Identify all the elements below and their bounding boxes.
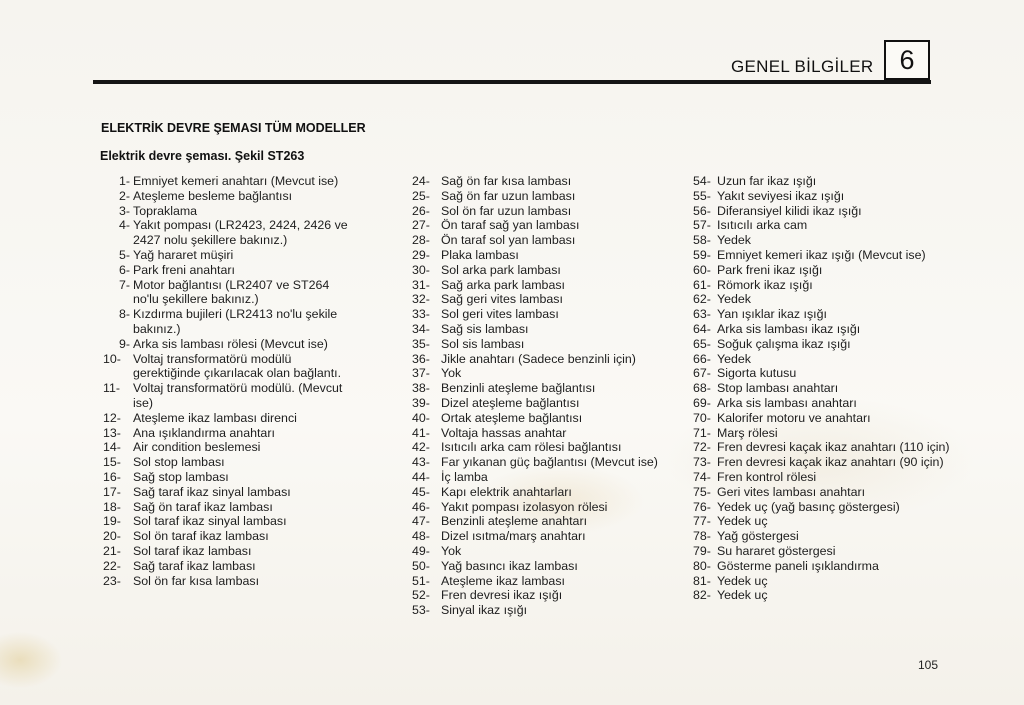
- legend-item-number: 80-: [693, 558, 711, 573]
- legend-item-number: 73-: [693, 455, 711, 470]
- legend-item: [412, 455, 662, 470]
- legend-item-text: Yedek uç: [717, 588, 768, 603]
- legend-item: [113, 248, 358, 263]
- legend-item: [693, 381, 953, 396]
- legend-item-number: 42-: [412, 440, 430, 455]
- legend-item: [693, 485, 953, 500]
- legend-item-text: Park freni anahtarı: [133, 262, 235, 277]
- legend-item-number: 23-: [103, 573, 121, 588]
- legend-item-text: Yedek uç (yağ basınç göstergesi): [717, 499, 900, 514]
- legend-item-number: 22-: [103, 558, 121, 573]
- legend-item: [693, 411, 953, 426]
- legend-item: [693, 455, 953, 470]
- legend-item: [412, 529, 662, 544]
- legend-item-number: 62-: [693, 292, 711, 307]
- legend-item-number: 20-: [103, 529, 121, 544]
- legend-item-text: Ana ışıklandırma anahtarı: [133, 425, 275, 440]
- legend-item-text: Yok: [441, 366, 462, 381]
- legend-item: [693, 233, 953, 248]
- legend-item-number: 59-: [693, 247, 711, 262]
- legend-item-number: 49-: [412, 543, 430, 558]
- legend-item-number: 77-: [693, 514, 711, 529]
- legend-item: [693, 440, 953, 455]
- legend-item-number: 26-: [412, 203, 430, 218]
- legend-item-number: 43-: [412, 455, 430, 470]
- legend-item-text: Sağ sis lambası: [441, 321, 529, 336]
- legend-item-number: 24-: [412, 174, 430, 188]
- legend-item-number: 36-: [412, 351, 430, 366]
- legend-item-number: 44-: [412, 469, 430, 484]
- legend-item: [693, 514, 953, 529]
- legend-item: [693, 426, 953, 441]
- legend-item-number: 10-: [103, 351, 121, 366]
- legend-item: [693, 204, 953, 219]
- legend-item: [693, 588, 953, 603]
- legend-item-number: 72-: [693, 440, 711, 455]
- legend-item-text: Sigorta kutusu: [717, 366, 797, 381]
- legend-item: [412, 396, 662, 411]
- legend-item-number: 28-: [412, 233, 430, 248]
- legend-item-number: 27-: [412, 218, 430, 233]
- legend-item-number: 50-: [412, 558, 430, 573]
- legend-item-text: Jikle anahtarı (Sadece benzinli için): [441, 351, 636, 366]
- section-header-title: GENEL BİLGİLER: [731, 57, 874, 76]
- legend-item-text: Ateşleme ikaz lambası direnci: [133, 410, 297, 425]
- legend-item-text: Sol sis lambası: [441, 336, 525, 351]
- legend-item-number: 5-: [118, 247, 130, 262]
- section-title: ELEKTRİK DEVRE ŞEMASI TÜM MODELLER: [101, 121, 366, 135]
- legend-item-number: 54-: [693, 174, 711, 188]
- legend-item-text: Voltaj transformatörü modülü. (Mevcut ise): [133, 381, 343, 410]
- legend-item-number: 31-: [412, 277, 430, 292]
- legend-item: [693, 322, 953, 337]
- legend-item-text: Sağ taraf ikaz sinyal lambası: [133, 484, 291, 499]
- legend-item-number: 11-: [103, 381, 120, 396]
- legend-item-text: Ön taraf sağ yan lambası: [441, 218, 580, 233]
- legend-item-text: Sağ ön far uzun lambası: [441, 188, 576, 203]
- legend-item-text: Arka sis lambası anahtarı: [717, 395, 857, 410]
- legend-item-number: 2-: [118, 188, 130, 203]
- legend-item-text: Diferansiyel kilidi ikaz ışığı: [717, 203, 862, 218]
- legend-item-text: Geri vites lambası anahtarı: [717, 484, 866, 499]
- legend-item-text: Yakıt pompası izolasyon rölesi: [441, 499, 608, 514]
- legend-item: [693, 263, 953, 278]
- legend-item: [412, 248, 662, 263]
- legend-item-text: Fren kontrol rölesi: [717, 469, 817, 484]
- legend-item-number: 52-: [412, 588, 430, 603]
- legend-item: [412, 278, 662, 293]
- legend-item: [412, 204, 662, 219]
- legend-item: [412, 470, 662, 485]
- legend-item-number: 78-: [693, 529, 711, 544]
- legend-item: [412, 366, 662, 381]
- legend-item: [693, 544, 953, 559]
- legend-item-text: Sinyal ikaz ışığı: [441, 603, 528, 618]
- legend-item-text: Plaka lambası: [441, 247, 519, 262]
- legend-item: [412, 559, 662, 574]
- legend-item: [412, 574, 662, 589]
- legend-item: [103, 381, 358, 411]
- legend-item-number: 63-: [693, 307, 711, 322]
- legend-item-number: 40-: [412, 410, 430, 425]
- legend-item-text: Yağ göstergesi: [717, 529, 799, 544]
- legend-item: [412, 337, 662, 352]
- legend-item: [412, 263, 662, 278]
- legend-item-number: 35-: [412, 336, 430, 351]
- legend-item-number: 16-: [103, 469, 121, 484]
- legend-item-text: Isıtıcılı arka cam rölesi bağlantısı: [441, 440, 622, 455]
- legend-item-number: 12-: [103, 410, 121, 425]
- legend-item: [412, 544, 662, 559]
- legend-item-text: Ön taraf sol yan lambası: [441, 233, 576, 248]
- legend-item: [103, 484, 358, 500]
- legend-item: [412, 411, 662, 426]
- legend-item-text: Far yıkanan güç bağlantısı (Mevcut ise): [441, 455, 658, 470]
- legend-item-number: 64-: [693, 321, 711, 336]
- legend-item: [412, 189, 662, 204]
- legend-item-number: 48-: [412, 529, 430, 544]
- legend-item-number: 67-: [693, 366, 711, 381]
- legend-item-number: 7-: [118, 277, 130, 292]
- legend-item-text: Emniyet kemeri anahtarı (Mevcut ise): [133, 174, 339, 188]
- legend-item-number: 70-: [693, 410, 711, 425]
- legend-item: [693, 174, 953, 189]
- legend-item: [693, 337, 953, 352]
- legend-item-text: Sol stop lambası: [133, 455, 225, 470]
- legend-item-number: 29-: [412, 247, 430, 262]
- legend-column-3: [693, 174, 953, 603]
- legend-item-text: Sağ taraf ikaz lambası: [133, 558, 256, 573]
- legend-item-text: Sol ön far uzun lambası: [441, 203, 572, 218]
- legend-item: [412, 352, 662, 367]
- legend-column-2: [412, 174, 662, 618]
- legend-item: [103, 573, 358, 589]
- legend-item: [113, 218, 358, 248]
- legend-item: [412, 233, 662, 248]
- legend-item-text: Benzinli ateşleme bağlantısı: [441, 381, 596, 396]
- legend-item-text: Sağ ön far kısa lambası: [441, 174, 572, 188]
- legend-item: [693, 189, 953, 204]
- legend-item-number: 46-: [412, 499, 430, 514]
- legend-item-number: 4-: [118, 218, 130, 233]
- legend-item-text: Sağ ön taraf ikaz lambası: [133, 499, 273, 514]
- legend-item-number: 38-: [412, 381, 430, 396]
- legend-item-text: Isıtıcılı arka cam: [717, 218, 808, 233]
- legend-item: [113, 337, 358, 352]
- legend-item: [113, 307, 358, 337]
- legend-item-text: Sol geri vites lambası: [441, 307, 559, 322]
- legend-item: [412, 322, 662, 337]
- legend-item: [412, 514, 662, 529]
- legend-item: [103, 425, 358, 441]
- legend-item-text: Sol ön far kısa lambası: [133, 573, 260, 588]
- legend-item: [693, 559, 953, 574]
- legend-item-number: 32-: [412, 292, 430, 307]
- legend-item-text: Voltaja hassas anahtar: [441, 425, 567, 440]
- legend-item-number: 65-: [693, 336, 711, 351]
- legend-item-text: Yakıt seviyesi ikaz ışığı: [717, 188, 845, 203]
- legend-item: [412, 603, 662, 618]
- legend-item-text: Yok: [441, 543, 462, 558]
- legend-item-text: Ateşleme ikaz lambası: [441, 573, 565, 588]
- legend-item: [693, 366, 953, 381]
- legend-item-text: Yakıt pompası (LR2423, 2424, 2426 ve 2427 nolu şekillere bakınız.): [133, 218, 348, 248]
- legend-item: [412, 381, 662, 396]
- legend-item-number: 25-: [412, 188, 430, 203]
- legend-item-number: 30-: [412, 262, 430, 277]
- legend-item-number: 60-: [693, 262, 711, 277]
- legend-item-number: 75-: [693, 484, 711, 499]
- legend-item-text: Sol arka park lambası: [441, 262, 561, 277]
- legend-item-number: 14-: [103, 440, 121, 455]
- legend-item-text: Benzinli ateşleme anahtarı: [441, 514, 588, 529]
- legend-item-text: Dizel ısıtma/marş anahtarı: [441, 529, 586, 544]
- legend-item-text: Kalorifer motoru ve anahtarı: [717, 410, 871, 425]
- legend-item-number: 82-: [693, 588, 711, 603]
- legend-item: [693, 396, 953, 411]
- legend-item: [103, 455, 358, 470]
- legend-item: [103, 514, 358, 529]
- legend-column-1: [103, 174, 358, 588]
- figure-subtitle: Elektrik devre şeması. Şekil ST263: [100, 149, 305, 163]
- legend-item-number: 13-: [103, 425, 121, 440]
- legend-item-text: Air condition beslemesi: [133, 440, 261, 455]
- legend-item: [693, 278, 953, 293]
- legend-item: [412, 588, 662, 603]
- legend-item-text: Marş rölesi: [717, 425, 778, 440]
- legend-item: [412, 218, 662, 233]
- header-rule: [93, 80, 931, 84]
- legend-item: [693, 470, 953, 485]
- legend-item-number: 57-: [693, 218, 711, 233]
- legend-item-text: Emniyet kemeri ikaz ışığı (Mevcut ise): [717, 247, 926, 262]
- legend-item-number: 41-: [412, 425, 430, 440]
- legend-item-text: Yedek: [717, 292, 751, 307]
- legend-item-text: Yedek uç: [717, 573, 768, 588]
- legend-item: [412, 485, 662, 500]
- legend-item-number: 19-: [103, 514, 121, 529]
- legend-item: [103, 499, 358, 515]
- legend-item-number: 79-: [693, 543, 711, 558]
- legend-item: [412, 292, 662, 307]
- legend-item-text: Fren devresi kaçak ikaz anahtarı (110 için): [717, 440, 950, 455]
- legend-item: [113, 204, 358, 219]
- legend-item-text: Sol taraf ikaz sinyal lambası: [133, 514, 287, 529]
- legend-item-text: Sol ön taraf ikaz lambası: [133, 529, 269, 544]
- legend-item: [693, 292, 953, 307]
- legend-item: [113, 263, 358, 278]
- legend-item-text: Topraklama: [133, 203, 198, 218]
- legend-item: [693, 500, 953, 515]
- legend-item-text: Sağ geri vites lambası: [441, 292, 563, 307]
- legend-item-text: Motor bağlantısı (LR2407 ve ST264 no'lu şekillere bakınız.): [133, 277, 330, 307]
- legend-item-text: Ateşleme besleme bağlantısı: [133, 188, 293, 203]
- legend-item: [103, 558, 358, 574]
- legend-item-text: Fren devresi kaçak ikaz anahtarı (90 için): [717, 455, 944, 470]
- legend-item-text: Yedek: [717, 351, 751, 366]
- legend-item-number: 55-: [693, 188, 711, 203]
- legend-item: [693, 307, 953, 322]
- legend-item-number: 66-: [693, 351, 711, 366]
- legend-item-number: 68-: [693, 381, 711, 396]
- legend-item-number: 3-: [118, 203, 130, 218]
- legend-item-text: Gösterme paneli ışıklandırma: [717, 558, 879, 573]
- legend-item-text: Stop lambası anahtarı: [717, 381, 839, 396]
- legend-item: [103, 410, 358, 426]
- legend-item-text: İç lamba: [441, 469, 488, 484]
- legend-item-number: 1-: [118, 174, 130, 188]
- legend-item: [412, 500, 662, 515]
- legend-item-number: 76-: [693, 499, 711, 514]
- legend-item-text: Yan ışıklar ikaz ışığı: [717, 307, 827, 322]
- legend-item-number: 71-: [693, 425, 711, 440]
- legend-item-number: 9-: [118, 336, 130, 351]
- legend-item-text: Arka sis lambası ikaz ışığı: [717, 321, 861, 336]
- legend-item-text: Kapı elektrik anahtarları: [441, 484, 572, 499]
- legend-item-number: 56-: [693, 203, 711, 218]
- page-number: 105: [918, 658, 939, 672]
- legend-item: [412, 426, 662, 441]
- legend-item-number: 37-: [412, 366, 430, 381]
- legend-item-number: 6-: [118, 262, 130, 277]
- legend-item-number: 18-: [103, 499, 121, 514]
- legend-item-number: 39-: [412, 395, 430, 410]
- legend-item-text: Uzun far ikaz ışığı: [717, 174, 817, 188]
- legend-item-number: 58-: [693, 233, 711, 248]
- legend-item-text: Su hararet göstergesi: [717, 543, 836, 558]
- legend-item-text: Soğuk çalışma ikaz ışığı: [717, 336, 851, 351]
- legend-item: [693, 529, 953, 544]
- legend-item-number: 74-: [693, 469, 711, 484]
- legend-item: [103, 469, 358, 485]
- legend-item-text: Voltaj transformatörü modülü gerektiğinde çıkarılacak olan bağlantı.: [133, 351, 342, 381]
- legend-item: [113, 174, 358, 189]
- legend-item: [103, 529, 358, 544]
- legend-item-number: 45-: [412, 484, 430, 499]
- legend-item-number: 21-: [103, 543, 121, 558]
- legend-item: [103, 543, 358, 559]
- legend-item: [693, 574, 953, 589]
- legend-item-text: Sol taraf ikaz lambası: [133, 543, 252, 558]
- legend-item-text: Park freni ikaz ışığı: [717, 262, 823, 277]
- legend-item-text: Sağ arka park lambası: [441, 277, 565, 292]
- legend-item-number: 47-: [412, 514, 430, 529]
- legend-item: [103, 440, 358, 455]
- legend-item-number: 15-: [103, 455, 121, 470]
- legend-item: [103, 351, 358, 382]
- legend-item-text: Yedek uç: [717, 514, 768, 529]
- legend-item-number: 33-: [412, 307, 430, 322]
- legend-item-text: Yağ basıncı ikaz lambası: [441, 558, 578, 573]
- legend-item-text: Dizel ateşleme bağlantısı: [441, 395, 580, 410]
- legend-item-number: 34-: [412, 321, 430, 336]
- legend-item-text: Sağ stop lambası: [133, 469, 229, 484]
- legend-item: [113, 189, 358, 204]
- legend-item-text: Yedek: [717, 233, 751, 248]
- chapter-number-box: 6: [884, 40, 930, 80]
- legend-item: [412, 440, 662, 455]
- legend-item-number: 51-: [412, 573, 430, 588]
- legend-item-number: 69-: [693, 395, 711, 410]
- legend-item: [113, 278, 358, 308]
- legend-item: [412, 174, 662, 189]
- legend-item-number: 61-: [693, 277, 711, 292]
- legend-item-text: Römork ikaz ışığı: [717, 277, 813, 292]
- legend-item-text: Arka sis lambası rölesi (Mevcut ise): [133, 336, 328, 351]
- legend-item: [412, 307, 662, 322]
- legend-item-text: Kızdırma bujileri (LR2413 no'lu şekile bakınız.): [133, 307, 338, 336]
- legend-item-number: 17-: [103, 484, 121, 499]
- legend-item: [693, 218, 953, 233]
- legend-item-number: 53-: [412, 603, 430, 618]
- legend-item-number: 8-: [118, 307, 130, 322]
- legend-item-text: Fren devresi ikaz ışığı: [441, 588, 563, 603]
- legend-item-text: Ortak ateşleme bağlantısı: [441, 410, 583, 425]
- legend-item-text: Yağ hararet müşiri: [133, 247, 234, 262]
- legend-item: [693, 248, 953, 263]
- legend-item-number: 81-: [693, 573, 711, 588]
- legend-item: [693, 352, 953, 367]
